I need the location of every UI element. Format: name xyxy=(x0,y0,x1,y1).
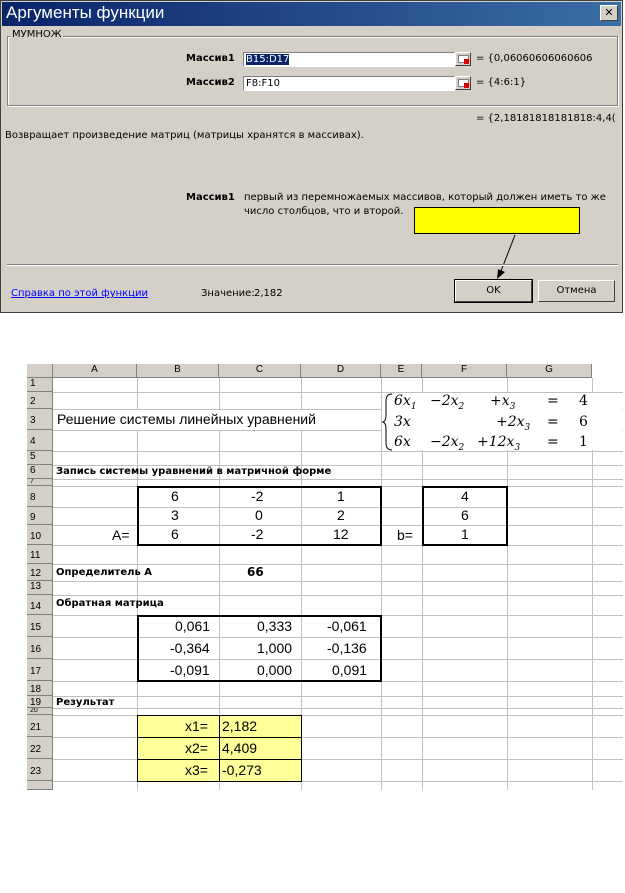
row-header[interactable]: 21 xyxy=(27,715,53,737)
arg-help-line2: число столбцов, что и второй. xyxy=(244,206,404,217)
gridline xyxy=(53,479,623,480)
row-header[interactable]: 16 xyxy=(27,637,53,659)
inverse-label: Обратная матрица xyxy=(56,598,164,609)
result-name: x2= xyxy=(185,740,208,756)
array2-label: Массив2 xyxy=(186,77,235,88)
brace-icon xyxy=(382,393,394,451)
function-name: МУМНОЖ xyxy=(12,29,62,40)
eq2-term3: $+2x_3$ xyxy=(496,414,531,433)
formula-result: = {2,18181818181818:4,4( xyxy=(476,113,616,124)
result-divider xyxy=(219,715,220,782)
column-header-g[interactable]: G xyxy=(507,364,592,378)
row-header-partial[interactable] xyxy=(27,781,53,790)
vector-b-cell[interactable]: 4 xyxy=(461,488,469,504)
range-picker-arrow-icon xyxy=(464,59,469,64)
matrix-a-cell[interactable]: 12 xyxy=(333,526,349,542)
array2-input[interactable] xyxy=(243,76,455,91)
row-header[interactable]: 3 xyxy=(27,409,53,430)
help-link[interactable]: Справка по этой функции xyxy=(11,288,149,299)
gridline xyxy=(53,451,623,452)
array1-input[interactable] xyxy=(243,52,455,67)
matrix-form-label: Запись системы уравнений в матричной форме xyxy=(56,466,332,477)
row-header[interactable]: 12 xyxy=(27,564,53,581)
array2-result: = {4:6:1} xyxy=(476,77,527,88)
result-value[interactable]: -0,273 xyxy=(222,762,262,778)
range-picker-arrow-icon xyxy=(464,83,469,88)
collapse-dialog-button-2[interactable] xyxy=(455,76,471,90)
row-header[interactable]: 5 xyxy=(27,451,53,465)
row-header[interactable]: 19 xyxy=(27,696,53,708)
row-header[interactable]: 7 xyxy=(27,479,53,486)
matrix-a-cell[interactable]: 2 xyxy=(337,507,345,523)
row-header[interactable]: 6 xyxy=(27,465,53,479)
gridline xyxy=(53,696,623,697)
array1-label: Массив1 xyxy=(186,53,235,64)
column-header-e[interactable]: E xyxy=(381,364,422,378)
close-button[interactable]: ✕ xyxy=(600,5,618,21)
select-all-corner[interactable] xyxy=(27,364,53,378)
ok-button[interactable]: OK xyxy=(455,280,532,302)
arg-help-name: Массив1 xyxy=(186,192,235,203)
vector-b-cell[interactable]: 6 xyxy=(461,507,469,523)
eq3-term2: $-2x_2$ xyxy=(430,434,465,453)
matrix-a-cell[interactable]: 3 xyxy=(171,507,179,523)
eq1-term2: $-2x_2$ xyxy=(430,393,465,412)
result-value[interactable]: 4,409 xyxy=(222,740,258,756)
gridline xyxy=(53,564,623,565)
b-label: b= xyxy=(397,527,413,543)
result-name: x3= xyxy=(185,762,208,778)
arg-help-line1: первый из перемножаемых массивов, который должен иметь то же xyxy=(244,192,606,203)
column-header-d[interactable]: D xyxy=(301,364,381,378)
result-divider xyxy=(137,737,302,738)
array1-value: B15:D17 xyxy=(246,54,290,65)
collapse-dialog-button-1[interactable] xyxy=(455,52,471,66)
arrow-head xyxy=(497,269,505,279)
determinant-label: Определитель А xyxy=(56,567,152,578)
array1-result: = {0,06060606060606 xyxy=(476,53,593,64)
function-groupbox xyxy=(7,29,618,106)
eq1-term3: $+x_3$ xyxy=(490,393,516,412)
gridline xyxy=(53,595,623,596)
row-header[interactable]: 20 xyxy=(27,708,53,715)
row-header[interactable]: 2 xyxy=(27,392,53,409)
array2-value: F8:F10 xyxy=(246,78,280,89)
column-header-a[interactable]: A xyxy=(53,364,137,378)
vector-b-cell[interactable]: 1 xyxy=(461,526,469,542)
function-description: Возвращает произведение матриц (матрицы хранятся в массивах). xyxy=(5,130,364,141)
function-arguments-dialog xyxy=(0,0,623,313)
result-label: Результат xyxy=(56,697,115,708)
row-header[interactable]: 9 xyxy=(27,507,53,525)
eq3-term3: $+12x_3$ xyxy=(477,434,521,453)
eq2-equals: = xyxy=(547,414,559,430)
matrix-a-cell[interactable]: -2 xyxy=(251,488,264,504)
matrix-a-cell[interactable]: 6 xyxy=(171,526,179,542)
a-label: A= xyxy=(112,527,130,543)
inverse-cell[interactable]: 0,091 xyxy=(332,662,368,678)
row-header[interactable]: 1 xyxy=(27,378,53,392)
eq3-equals: = xyxy=(547,434,559,450)
matrix-a-cell[interactable]: 0 xyxy=(255,507,263,523)
value-label: Значение: xyxy=(201,288,255,299)
column-header-c[interactable]: C xyxy=(219,364,301,378)
row-header[interactable]: 15 xyxy=(27,615,53,637)
eq3-rhs: 1 xyxy=(579,434,588,450)
dialog-separator xyxy=(7,264,618,266)
annotation-arrow xyxy=(491,233,521,281)
inverse-cell[interactable]: -0,061 xyxy=(327,618,367,634)
inverse-cell[interactable]: 0,000 xyxy=(257,662,293,678)
matrix-a-cell[interactable]: 1 xyxy=(337,488,345,504)
gridline xyxy=(53,708,623,709)
row-header[interactable]: 11 xyxy=(27,545,53,564)
dialog-titlebar[interactable] xyxy=(2,2,621,26)
sheet-title: Решение системы линейных уравнений xyxy=(57,411,316,427)
row-header[interactable]: 14 xyxy=(27,595,53,615)
cancel-button[interactable]: Отмена xyxy=(538,280,615,302)
matrix-a-cell[interactable]: -2 xyxy=(251,526,264,542)
annotation-callout xyxy=(414,207,580,234)
column-header-b[interactable]: B xyxy=(137,364,219,378)
inverse-cell[interactable]: -0,091 xyxy=(170,662,210,678)
result-name: x1= xyxy=(185,718,208,734)
eq3-term1: 6x xyxy=(394,434,411,450)
brace-path xyxy=(383,394,392,450)
value-text: 2,182 xyxy=(254,288,283,299)
dialog-title: Аргументы функции xyxy=(6,3,165,22)
row-header[interactable]: 13 xyxy=(27,581,53,595)
matrix-a-cell[interactable]: 6 xyxy=(171,488,179,504)
eq2-term1: 3x xyxy=(394,414,411,430)
inverse-cell[interactable]: 1,000 xyxy=(257,640,293,656)
result-value[interactable]: 2,182 xyxy=(222,718,258,734)
row-header[interactable]: 4 xyxy=(27,430,53,451)
eq2-rhs: 6 xyxy=(579,414,588,430)
inverse-cell[interactable]: -0,364 xyxy=(170,640,210,656)
inverse-cell[interactable]: -0,136 xyxy=(327,640,367,656)
column-header-f[interactable]: F xyxy=(422,364,507,378)
row-header[interactable]: 18 xyxy=(27,681,53,696)
row-header[interactable]: 8 xyxy=(27,486,53,507)
row-header[interactable]: 23 xyxy=(27,759,53,781)
eq1-rhs: 4 xyxy=(579,393,588,409)
eq1-term1: $6x_1$ xyxy=(394,393,417,412)
row-header[interactable]: 17 xyxy=(27,659,53,681)
eq1-equals: = xyxy=(547,393,559,409)
row-header[interactable]: 22 xyxy=(27,737,53,759)
result-divider xyxy=(137,759,302,760)
determinant-value[interactable]: 66 xyxy=(247,565,264,579)
row-header[interactable]: 10 xyxy=(27,525,53,545)
inverse-cell[interactable]: 0,061 xyxy=(175,618,211,634)
gridline xyxy=(53,581,623,582)
inverse-cell[interactable]: 0,333 xyxy=(257,618,293,634)
